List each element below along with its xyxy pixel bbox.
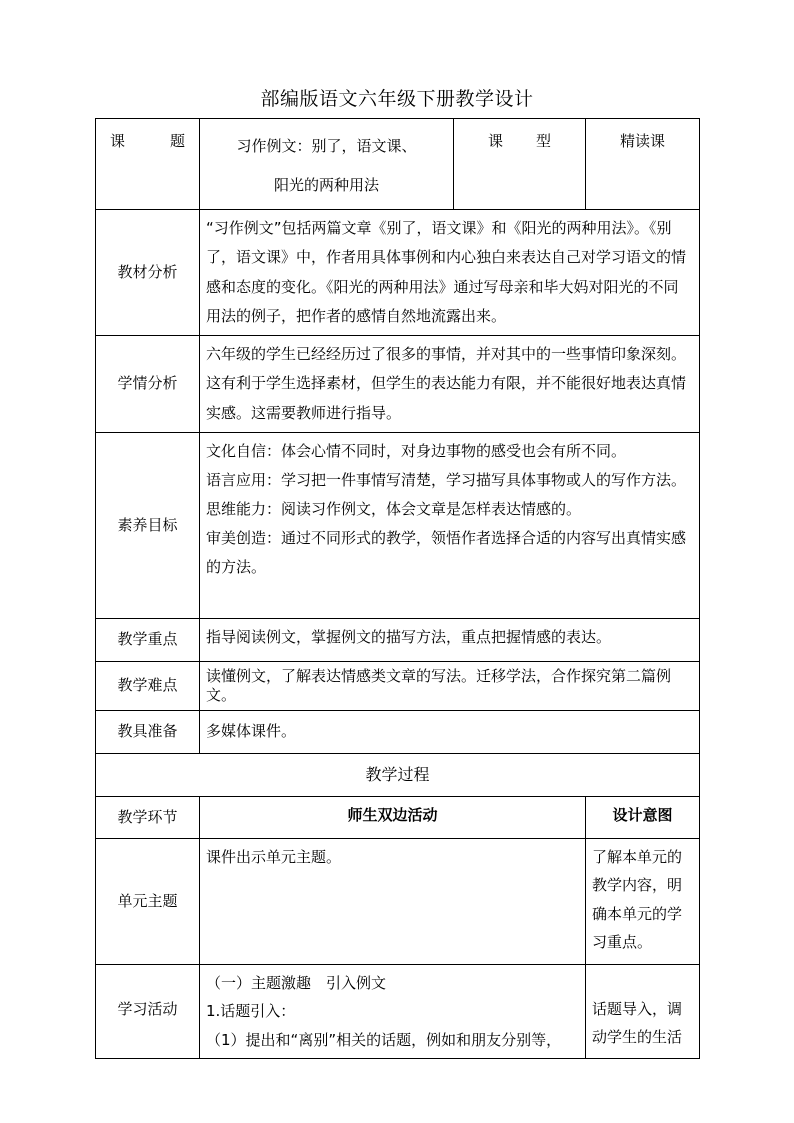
- type-label-cell: [454, 119, 586, 210]
- process-row: [96, 838, 700, 964]
- process-row: [96, 964, 700, 1059]
- process-header-row: [96, 796, 700, 838]
- materials-text: 多媒体课件。: [200, 710, 700, 753]
- difficult-points-text: 读懂例文，了解表达情感类文章的写法。迁移学法，合作探究第二篇例文。: [200, 661, 700, 710]
- goal-item: 思维能力：阅读习作例文，体会文章是怎样表达情感的。: [206, 499, 582, 518]
- activity-line: 1.话题引入：: [206, 1002, 296, 1021]
- difficult-points-label: 教学难点: [96, 661, 200, 710]
- type-value-cell: [586, 119, 700, 210]
- activity-line: 课件出示单元主题。: [206, 847, 342, 866]
- goal-item: 审美创造：通过不同形式的教学，领悟作者选择合适的内容写出真情实感的方法。: [206, 528, 687, 576]
- process-activity: [200, 964, 586, 1059]
- topic-value-line1: 习作例文：别了，语文课、: [236, 137, 417, 155]
- activity-line: （一）主题激趣 引入例文: [206, 973, 387, 992]
- document-title: 部编版语文六年级下册教学设计: [260, 88, 534, 110]
- student-analysis-label: 学情分析: [96, 336, 200, 433]
- type-label-a: 课: [488, 132, 504, 150]
- process-activity: [200, 838, 586, 964]
- material-analysis-row: [96, 210, 700, 336]
- type-label-b: 型: [535, 132, 551, 150]
- topic-value-line2: 阳光的两种用法: [273, 176, 379, 194]
- student-analysis-row: [96, 336, 700, 433]
- activity-line: （1）提出和“离别”相关的话题，例如和朋友分别等，: [206, 1030, 562, 1049]
- col-stage-header: 教学环节: [96, 796, 200, 838]
- key-points-row: [96, 618, 700, 661]
- process-title-row: [96, 753, 700, 796]
- goal-item: 语言应用：学习把一件事情写清楚，学习描写具体事物或人的写作方法。: [206, 470, 687, 489]
- difficult-points-row: [96, 661, 700, 710]
- material-analysis-label: 教材分析: [96, 210, 200, 336]
- goal-item: 文化自信：体会心情不同时，对身边事物的感受也会有所不同。: [206, 441, 627, 460]
- key-points-text: 指导阅读例文，掌握例文的描写方法，重点把握情感的表达。: [200, 618, 700, 661]
- literacy-goals-row: [96, 432, 700, 618]
- col-activity-header: 师生双边活动: [200, 796, 586, 838]
- topic-label-b: 题: [169, 132, 185, 150]
- topic-label-a: 课: [110, 132, 126, 150]
- lesson-plan-table: [95, 118, 700, 1059]
- col-intent-header: 设计意图: [586, 796, 700, 838]
- student-analysis-text: 六年级的学生已经经历过了很多的事情，并对其中的一些事情印象深刻。这有利于学生选择素材，但学生的表达能力有限，并不能很好地表达真情实感。这需要教师进行指导。: [200, 336, 700, 433]
- topic-value-cell: [200, 119, 454, 210]
- process-stage: 单元主题: [96, 838, 200, 964]
- process-intent: 话题导入，调动学生的生活: [586, 964, 700, 1059]
- materials-label: 教具准备: [96, 710, 200, 753]
- process-section-title: 教学过程: [96, 753, 700, 796]
- topic-row: [96, 119, 700, 210]
- material-analysis-text: “习作例文”包括两篇文章《别了，语文课》和《阳光的两种用法》。《别了，语文课》中，作者用具体事例和内心独白来表达自己对学习语文的情感和态度的变化。《阳光的两种用法》通过写母亲和毕大妈对阳光的不同用法的例子，把作者的感情自然地流露出来。: [200, 210, 700, 336]
- materials-row: [96, 710, 700, 753]
- topic-label-cell: [96, 119, 200, 210]
- key-points-label: 教学重点: [96, 618, 200, 661]
- process-stage: 学习活动: [96, 964, 200, 1059]
- literacy-goals-label: 素养目标: [96, 432, 200, 618]
- literacy-goals-cell: [200, 432, 700, 618]
- type-value: 精读课: [619, 132, 665, 150]
- process-intent: 了解本单元的教学内容，明确本单元的学习重点。: [586, 838, 700, 964]
